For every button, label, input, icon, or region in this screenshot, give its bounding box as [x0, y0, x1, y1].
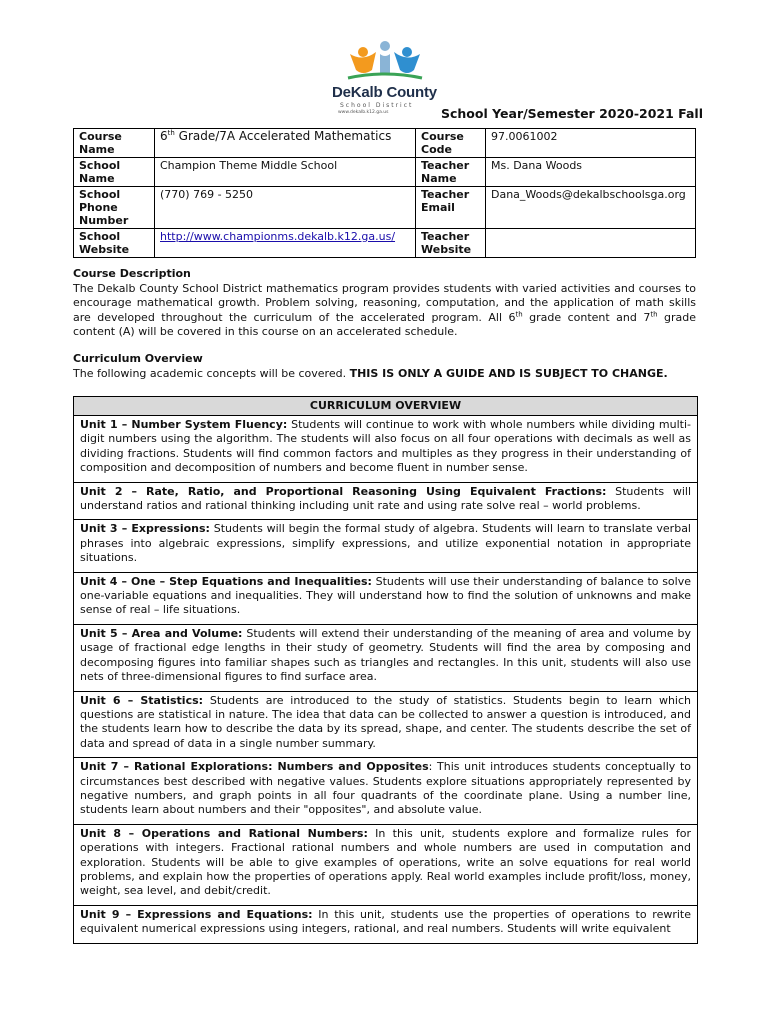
unit-row: Unit 1 – Number System Fluency: Students will continue to work with whole numbers while dividing multi-digit numbers using the algorithm. The students will also focus on all four operations with decimals as well as dividing fractions. Students will find common factors and multiples as they progress in their understanding of composition and decomposition of numbers and become fluent in number sense. — [74, 416, 697, 483]
unit-row: Unit 2 – Rate, Ratio, and Proportional Reasoning Using Equivalent Fractions: Students will understand ratios and rational thinking including unit rate and using rate solve real – world problems. — [74, 483, 697, 521]
teacher-email-value: Dana_Woods@dekalbschoolsga.org — [486, 187, 696, 229]
teacher-website-label: Teacher Website — [416, 229, 486, 258]
school-phone-value: (770) 769 - 5250 — [155, 187, 416, 229]
table-row — [74, 158, 696, 187]
teacher-website-value — [486, 229, 696, 258]
table-row — [74, 229, 696, 258]
curriculum-table — [73, 396, 698, 944]
school-website-cell — [155, 229, 416, 258]
course-info-table — [73, 128, 696, 258]
course-code-value: 97.0061002 — [486, 129, 696, 158]
logo-subtitle: School District — [340, 102, 414, 109]
table-row — [74, 187, 696, 229]
teacher-name-label: Teacher Name — [416, 158, 486, 187]
course-description-text: The Dekalb County School District mathematics program provides students with varied activities and courses to encourage mathematical growth. Problem solving, reasoning, computation, and the application of math skills are developed throughout the curriculum of the accelerated program. All 6th grade content and 7th grade content (A) will be covered in this course on an accelerated schedule. — [73, 281, 696, 338]
course-description-section — [73, 267, 696, 340]
school-website-label: School Website — [74, 229, 155, 258]
unit-row: Unit 3 – Expressions: Students will begin the formal study of algebra. Students will learn to translate verbal phrases into algebraic expressions, simplify expressions, and utilize exponential notation in appropriate situations. — [74, 520, 697, 572]
school-year-title: School Year/Semester 2020-2021 Fall — [441, 106, 703, 121]
teacher-email-label: Teacher Email — [416, 187, 486, 229]
unit-row: Unit 7 – Rational Explorations: Numbers and Opposites: This unit introduces students conceptually to circumstances best described with negative values. Students explore situations appropriately represented by negative numbers, and graph points in all four quadrants of the coordinate plane. Using a number line, students learn about numbers and their "opposites", and absolute value. — [74, 758, 697, 825]
curriculum-overview-heading: Curriculum Overview — [73, 352, 203, 365]
course-description-heading: Course Description — [73, 267, 191, 280]
school-website-link[interactable]: http://www.championms.dekalb.k12.ga.us/ — [160, 230, 396, 243]
unit-row: Unit 8 – Operations and Rational Numbers: In this unit, students explore and formalize rules for operations with integers. Fractional rational numbers and whole numbers are used in computation and exploration. Students will be able to give examples of operations, write an solve equations for real world problems, and explain how the properties of operations apply. Real world examples include profit/loss, money, weight, sea level, and debit/credit. — [74, 825, 697, 906]
curriculum-overview-intro: The following academic concepts will be covered. THIS IS ONLY A GUIDE AND IS SUBJECT TO CHANGE. — [73, 366, 668, 380]
unit-row: Unit 4 – One – Step Equations and Inequalities: Students will use their understanding of balance to solve one-variable equations and inequalities. They will understand how to find the solution of unknowns and make sense of real – life situations. — [74, 573, 697, 625]
school-phone-label: School Phone Number — [74, 187, 155, 229]
course-code-label: Course Code — [416, 129, 486, 158]
table-row — [74, 129, 696, 158]
unit-row: Unit 6 – Statistics: Students are introduced to the study of statistics. Students begin to learn which questions are statistical in nature. The idea that data can be collected to answer a question is introduced, and the students learn how to describe the data by its spread, shape, and center. The students describe the set of data and spread of data in a single number summary. — [74, 692, 697, 759]
teacher-name-value: Ms. Dana Woods — [486, 158, 696, 187]
logo-url: www.dekalb.k12.ga.us — [338, 110, 389, 115]
course-name-value: 6th Grade/7A Accelerated Mathematics — [155, 129, 416, 158]
course-name-label: Course Name — [74, 129, 155, 158]
district-logo — [330, 40, 440, 116]
school-name-label: School Name — [74, 158, 155, 187]
curriculum-overview-section — [73, 352, 696, 381]
curriculum-table-header: CURRICULUM OVERVIEW — [74, 397, 697, 416]
school-name-value: Champion Theme Middle School — [155, 158, 416, 187]
people-figures-icon — [330, 40, 440, 86]
logo-name: DeKalb County — [332, 84, 437, 101]
unit-row: Unit 9 – Expressions and Equations: In this unit, students use the properties of operations to rewrite equivalent numerical expressions using integers, rational, and real numbers. Students will write equivalent — [74, 906, 697, 944]
unit-row: Unit 5 – Area and Volume: Students will extend their understanding of the meaning of area and volume by usage of fractional edge lengths in their study of geometry. Students will find the area by composing and decomposing figures into familiar shapes such as triangles and rectangles. In this unit, students will also use nets of three-dimensional figures to find surface area. — [74, 625, 697, 692]
